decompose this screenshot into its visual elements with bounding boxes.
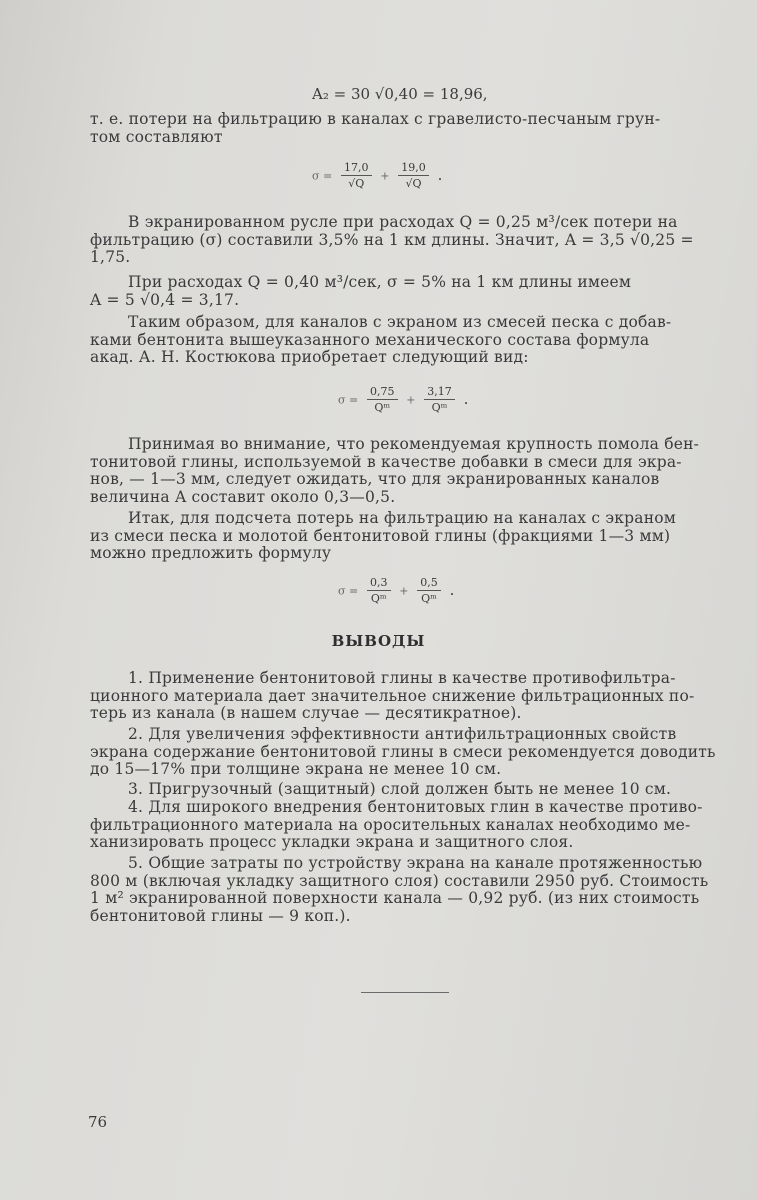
conclusion-item-4: 4. Для широкого внедрения бентонитовых глин в качестве противо- фильтрационного материала на оросительных каналах необходимо ме- ханизировать процесс укладки экрана и защитного слоя.	[90, 798, 703, 851]
formula-sigma-final: σ = $\frac{0,3}{\text{Qᵐ}}$ + $\frac{0,5}{\text{Qᵐ}}$ .	[338, 576, 455, 605]
paragraph-formula-proposal: Итак, для подсчета потерь на фильтрацию на каналах с экраном из смеси песка и молотой бентонитовой глины (фракциями 1—3 мм) можно предложить формулу	[90, 509, 677, 562]
conclusions-heading: ВЫВОДЫ	[331, 632, 426, 650]
conclusion-item-1: 1. Применение бентонитовой глины в качестве противофильтра- ционного материала дает значительное снижение фильтрационных по- терь из канала (в нашем случае — десятикратное).	[90, 669, 695, 722]
paragraph-kostyukov: Таким образом, для каналов с экраном из смесей песка с добав- ками бентонита вышеуказанного механического состава формула акад. А. Н. Костюкова приобретает следующий вид:	[90, 313, 672, 366]
conclusion-item-2: 2. Для увеличения эффективности антифильтрационных свойств экрана содержание бентонитовой глины в смеси рекомендуется доводить до 15—17% при толщине экрана не менее 10 см.	[90, 725, 716, 778]
conclusion-item-5: 5. Общие затраты по устройству экрана на канале протяженностью 800 м (включая укладку защитного слоя) составили 2950 руб. Стоимость 1 м² экранированной поверхности канала — 0,92 руб. (из них стоимость бентонитовой глины — 9 коп.).	[90, 854, 709, 925]
conclusion-item-3: 3. Пригрузочный (защитный) слой должен быть не менее 10 см.	[128, 780, 672, 798]
formula-a2: A₂ = 30 √0,40 = 18,96,	[312, 85, 488, 103]
page-number: 76	[88, 1113, 108, 1131]
paragraph-grinding: Принимая во внимание, что рекомендуемая крупность помола бен- тонитовой глины, используемой в качестве добавки в смеси для экра- нов, — 1—3 мм, следует ожидать, что для экранированных каналов величина A составит около 0,3—0,5.	[90, 435, 700, 506]
paragraph-discharge: При расходах Q = 0,40 м³/сек, σ = 5% на 1 км длины имеем A = 5 √0,4 = 3,17.	[90, 273, 632, 309]
formula-sigma-bentonite: σ = $\frac{0,75}{\text{Qᵐ}}$ + $\frac{3,17}{\text{Qᵐ}}$ .	[338, 385, 469, 414]
formula-sigma-gravel: σ = $\frac{17,0}{√Q}$ + $\frac{19,0}{√Q}$ .	[312, 161, 443, 190]
paragraph-screened-channel: В экранированном русле при расходах Q = 0,25 м³/сек потери на фильтрацию (σ) составили 3,5% на 1 км длины. Значит, A = 3,5 √0,25 = 1,75.	[90, 213, 694, 266]
paragraph-losses: т. е. потери на фильтрацию в каналах с гравелисто-песчаным грун- том составляют	[90, 110, 661, 146]
section-divider	[361, 992, 449, 993]
